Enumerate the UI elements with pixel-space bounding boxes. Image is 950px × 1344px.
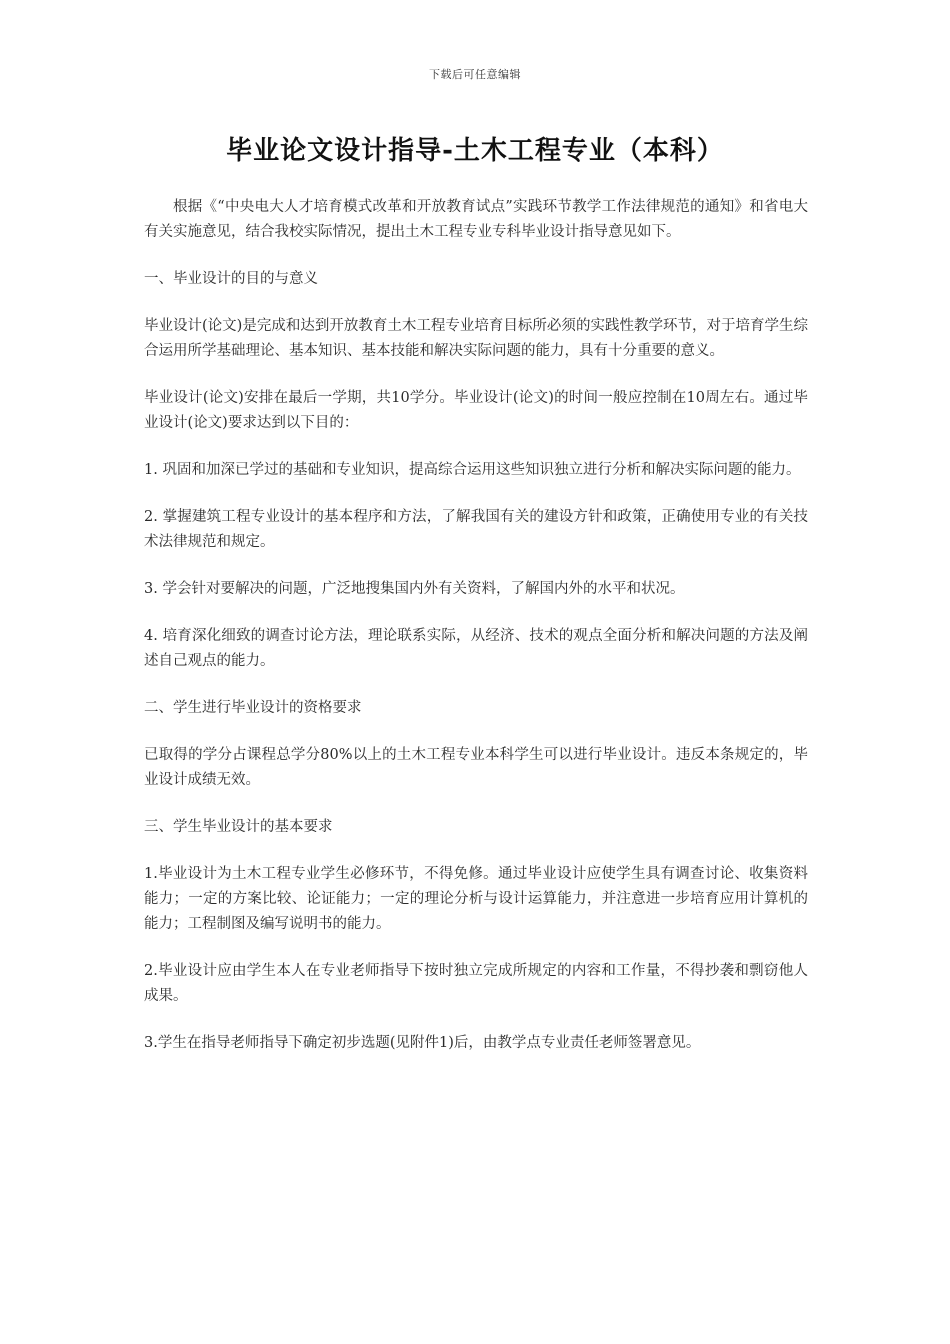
- document-title: 毕业论文设计指导-土木工程专业（本科）: [226, 136, 724, 166]
- section3-list-item-2: 2.毕业设计应由学生本人在专业老师指导下按时独立完成所规定的内容和工作量，不得抄袭和剽窃他人成果。: [144, 963, 808, 1004]
- section-heading-1: 一、毕业设计的目的与意义: [144, 271, 318, 287]
- section3-list-item-1: 1.毕业设计为土木工程专业学生必修环节，不得免修。通过毕业设计应使学生具有调查讨论、收集资料能力；一定的方案比较、论证能力；一定的理论分析与设计运算能力，并注意进一步培育应用计算机的能力；工程制图及编写说明书的能力。: [144, 866, 808, 932]
- section1-list-item-2: 2. 掌握建筑工程专业设计的基本程序和方法，了解我国有关的建设方针和政策，正确使用专业的有关技术法律规范和规定。: [144, 509, 808, 550]
- document-body: [144, 195, 808, 1078]
- header-note: 下载后可任意编辑: [429, 68, 521, 81]
- section2-paragraph-1: 已取得的学分占课程总学分80%以上的土木工程专业本科学生可以进行毕业设计。违反本条规定的，毕业设计成绩无效。: [144, 747, 808, 788]
- section1-paragraph-2: 毕业设计(论文)安排在最后一学期，共10学分。毕业设计(论文)的时间一般应控制在10周左右。通过毕业设计(论文)要求达到以下目的：: [144, 390, 808, 431]
- section3-list-item-3: 3.学生在指导老师指导下确定初步选题(见附件1)后，由教学点专业责任老师签署意见。: [144, 1035, 701, 1051]
- intro-paragraph: 根据《“中央电大人才培育模式改革和开放教育试点”实践环节教学工作法律规范的通知》和省电大有关实施意见，结合我校实际情况，提出土木工程专业专科毕业设计指导意见如下。: [144, 199, 808, 240]
- section1-paragraph-1: 毕业设计(论文)是完成和达到开放教育土木工程专业培育目标所必须的实践性教学环节，对于培育学生综合运用所学基础理论、基本知识、基本技能和解决实际问题的能力，具有十分重要的意义。: [144, 318, 808, 359]
- section-heading-2: 二、学生进行毕业设计的资格要求: [144, 700, 362, 716]
- section1-list-item-3: 3. 学会针对要解决的问题，广泛地搜集国内外有关资料，了解国内外的水平和状况。: [144, 581, 685, 597]
- section-heading-3: 三、学生毕业设计的基本要求: [144, 819, 333, 835]
- section1-list-item-4: 4. 培育深化细致的调查讨论方法，理论联系实际，从经济、技术的观点全面分析和解决问题的方法及阐述自己观点的能力。: [144, 628, 808, 669]
- section1-list-item-1: 1. 巩固和加深已学过的基础和专业知识，提高综合运用这些知识独立进行分析和解决实际问题的能力。: [144, 462, 801, 478]
